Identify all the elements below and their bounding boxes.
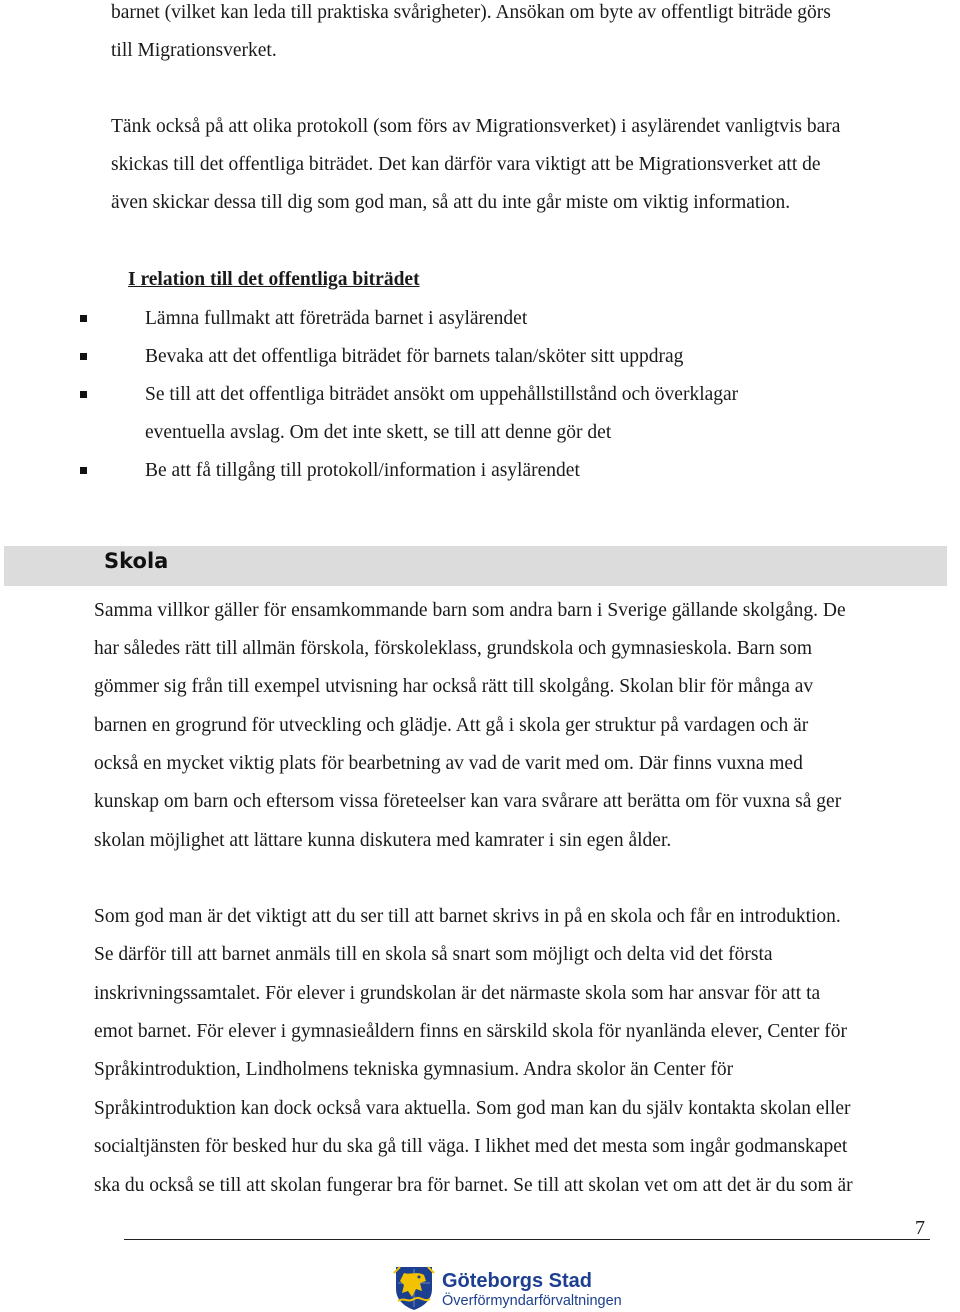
page-number: 7 xyxy=(915,1217,925,1239)
body-text-line: emot barnet. För elever i gymnasieåldern finns en särskild skola för nyanlända elever, Center för xyxy=(94,1021,847,1042)
body-text-line: Språkintroduktion kan dock också vara aktuella. Som god man kan du själv kontakta skolan eller xyxy=(94,1098,851,1119)
logo-org-name: Göteborgs Stad xyxy=(442,1270,593,1292)
footer-logo xyxy=(392,1262,642,1312)
body-text-line: skickas till det offentliga biträdet. Det kan därför vara viktigt att be Migrationsverket att de xyxy=(111,154,821,175)
body-text-line: ska du också se till att skolan fungerar bra för barnet. Se till att skolan vet om att det är du som är xyxy=(94,1175,853,1196)
body-text-line: Samma villkor gäller för ensamkommande barn som andra barn i Sverige gällande skolgång. De xyxy=(94,600,846,621)
bullet-item-continuation: eventuella avslag. Om det inte skett, se till att denne gör det xyxy=(145,422,612,443)
bullet-item: Be att få tillgång till protokoll/information i asylärendet xyxy=(145,460,580,481)
body-text-line: inskrivningssamtalet. För elever i grundskolan är det närmaste skola som har ansvar för att ta xyxy=(94,983,821,1004)
footer-divider xyxy=(124,1239,930,1240)
bullet-item: Bevaka att det offentliga biträdet för barnets talan/sköter sitt uppdrag xyxy=(145,346,684,367)
body-text-line: Se därför till att barnet anmäls till en skola så snart som möjligt och delta vid det första xyxy=(94,944,773,965)
body-text-line: barnet (vilket kan leda till praktiska svårigheter). Ansökan om byte av offentligt biträde görs xyxy=(111,2,831,23)
body-text-line: också en mycket viktig plats för bearbetning av vad de varit med om. Där finns vuxna med xyxy=(94,753,803,774)
body-text-line: Språkintroduktion, Lindholmens tekniska gymnasium. Andra skolor än Center för xyxy=(94,1059,734,1080)
body-text-line: till Migrationsverket. xyxy=(111,40,277,61)
body-text-line: skolan möjlighet att lättare kunna diskutera med kamrater i sin egen ålder. xyxy=(94,830,672,851)
logo-department-name: Överförmyndarförvaltningen xyxy=(442,1293,622,1309)
bullet-marker xyxy=(80,391,87,398)
body-text-line: barnen en grogrund för utveckling och glädje. Att gå i skola ger struktur på vardagen och är xyxy=(94,715,809,736)
body-text-line: Som god man är det viktigt att du ser till att barnet skrivs in på en skola och får en introduktion. xyxy=(94,906,841,927)
body-text-line: kunskap om barn och eftersom vissa företeelser kan vara svårare att berätta om för vuxna så ger xyxy=(94,791,842,812)
bullet-marker xyxy=(80,467,87,474)
body-text-line: har således rätt till allmän förskola, förskoleklass, grundskola och gymnasieskola. Barn som xyxy=(94,638,813,659)
bullet-item: Se till att det offentliga biträdet ansökt om uppehållstillstånd och överklagar xyxy=(145,384,739,405)
bullet-marker xyxy=(80,315,87,322)
goteborg-lion-crest-icon xyxy=(392,1263,436,1311)
body-text-line: även skickar dessa till dig som god man, så att du inte går miste om viktig information. xyxy=(111,192,791,213)
body-text-line: Tänk också på att olika protokoll (som förs av Migrationsverket) i asylärendet vanligtvis bara xyxy=(111,116,841,137)
section-title-skola: Skola xyxy=(104,549,169,573)
body-text-line: socialtjänsten för besked hur du ska gå till väga. I likhet med det mesta som ingår godmanskapet xyxy=(94,1136,848,1157)
body-text-line: gömmer sig från till exempel utvisning har också rätt till skolgång. Skolan blir för många av xyxy=(94,676,814,697)
bullet-item: Lämna fullmakt att företräda barnet i asylärendet xyxy=(145,308,528,329)
section-heading-offentliga-bitradet: I relation till det offentliga biträdet xyxy=(128,269,420,290)
bullet-marker xyxy=(80,353,87,360)
